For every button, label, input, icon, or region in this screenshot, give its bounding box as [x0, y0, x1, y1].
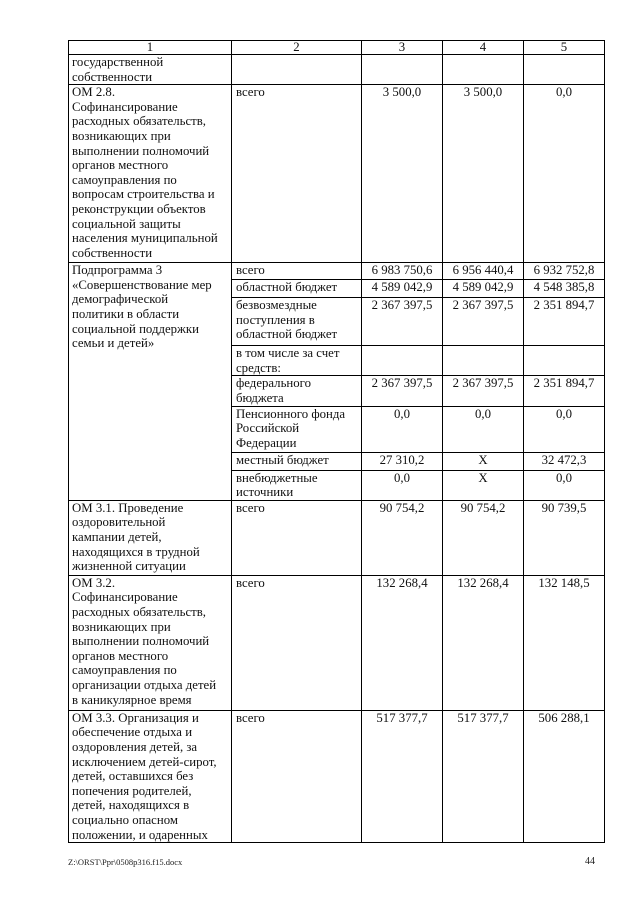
header-row [69, 41, 605, 55]
source-cell: всего [232, 710, 362, 842]
value-cell: 0,0 [443, 406, 524, 452]
value-cell [362, 55, 443, 85]
source-cell: внебюджетные источники [232, 470, 362, 500]
row-name-cell: ОМ 3.3. Организация и обеспечение отдыха и оздоровления детей, за исключением детей-сирот, детей, оставшихся без попечения родителей, детей, находящихся в социально опасном положении, и одаренных [69, 710, 232, 842]
value-cell: 0,0 [362, 406, 443, 452]
value-cell: 0,0 [524, 406, 605, 452]
table-row [69, 55, 605, 85]
header-col-1: 1 [69, 41, 232, 55]
header-col-5: 5 [524, 41, 605, 55]
table-row-om-2-8 [69, 85, 605, 263]
header-col-2: 2 [232, 41, 362, 55]
value-cell: 132 148,5 [524, 575, 605, 710]
value-cell: 90 739,5 [524, 500, 605, 575]
value-cell: 2 367 397,5 [362, 298, 443, 346]
value-cell: 4 589 042,9 [362, 280, 443, 298]
value-cell: 2 367 397,5 [443, 376, 524, 406]
value-cell: 6 983 750,6 [362, 263, 443, 280]
value-cell: 2 367 397,5 [443, 298, 524, 346]
value-cell: Х [443, 470, 524, 500]
page-number: 44 [585, 856, 595, 867]
value-cell: 0,0 [524, 85, 605, 263]
value-cell: 3 500,0 [362, 85, 443, 263]
value-cell: 132 268,4 [362, 575, 443, 710]
value-cell: 0,0 [362, 470, 443, 500]
source-cell [232, 55, 362, 85]
row-name-cell: Подпрограмма 3 «Совершенствование мер демографической политики в области социальной поддержки семьи и детей» [69, 263, 232, 501]
source-cell: всего [232, 500, 362, 575]
value-cell: 0,0 [524, 470, 605, 500]
value-cell: 6 932 752,8 [524, 263, 605, 280]
row-name-cell: ОМ 3.1. Проведение оздоровительной кампании детей, находящихся в трудной жизненной ситуации [69, 500, 232, 575]
value-cell [443, 346, 524, 376]
value-cell: 132 268,4 [443, 575, 524, 710]
source-cell: федерального бюджета [232, 376, 362, 406]
value-cell [524, 55, 605, 85]
value-cell: 27 310,2 [362, 452, 443, 470]
source-cell: безвозмездные поступления в областной бюджет [232, 298, 362, 346]
value-cell: 517 377,7 [443, 710, 524, 842]
value-cell: 517 377,7 [362, 710, 443, 842]
header-col-4: 4 [443, 41, 524, 55]
source-cell: всего [232, 575, 362, 710]
source-cell: Пенсионного фонда Российской Федерации [232, 406, 362, 452]
table-row-subprogram-3 [69, 263, 605, 280]
value-cell [524, 346, 605, 376]
value-cell: 32 472,3 [524, 452, 605, 470]
row-name-cell: ОМ 2.8. Софинансирование расходных обязательств, возникающих при выполнении полномочий органов местного самоуправления по вопросам строительства и реконструкции объектов социальной защиты населения муниципальной собственности [69, 85, 232, 263]
value-cell: 506 288,1 [524, 710, 605, 842]
value-cell [362, 346, 443, 376]
value-cell: 3 500,0 [443, 85, 524, 263]
table-row-om-3-2 [69, 575, 605, 710]
value-cell: 2 351 894,7 [524, 298, 605, 346]
row-name-cell: государственной собственности [69, 55, 232, 85]
value-cell: 2 351 894,7 [524, 376, 605, 406]
value-cell: 6 956 440,4 [443, 263, 524, 280]
footer-file-path: Z:\ORST\Ppr\0508p316.f15.docx [68, 857, 183, 867]
table-row-om-3-1 [69, 500, 605, 575]
source-cell: областной бюджет [232, 280, 362, 298]
header-col-3: 3 [362, 41, 443, 55]
table-row-om-3-3 [69, 710, 605, 842]
source-cell: всего [232, 263, 362, 280]
budget-table [68, 40, 605, 843]
value-cell [443, 55, 524, 85]
value-cell: 90 754,2 [443, 500, 524, 575]
source-cell: в том числе за счет средств: [232, 346, 362, 376]
value-cell: 4 589 042,9 [443, 280, 524, 298]
value-cell: Х [443, 452, 524, 470]
source-cell: местный бюджет [232, 452, 362, 470]
row-name-cell: ОМ 3.2. Софинансирование расходных обязательств, возникающих при выполнении полномочий органов местного самоуправления по организации отдыха детей в каникулярное время [69, 575, 232, 710]
value-cell: 4 548 385,8 [524, 280, 605, 298]
value-cell: 90 754,2 [362, 500, 443, 575]
source-cell: всего [232, 85, 362, 263]
value-cell: 2 367 397,5 [362, 376, 443, 406]
